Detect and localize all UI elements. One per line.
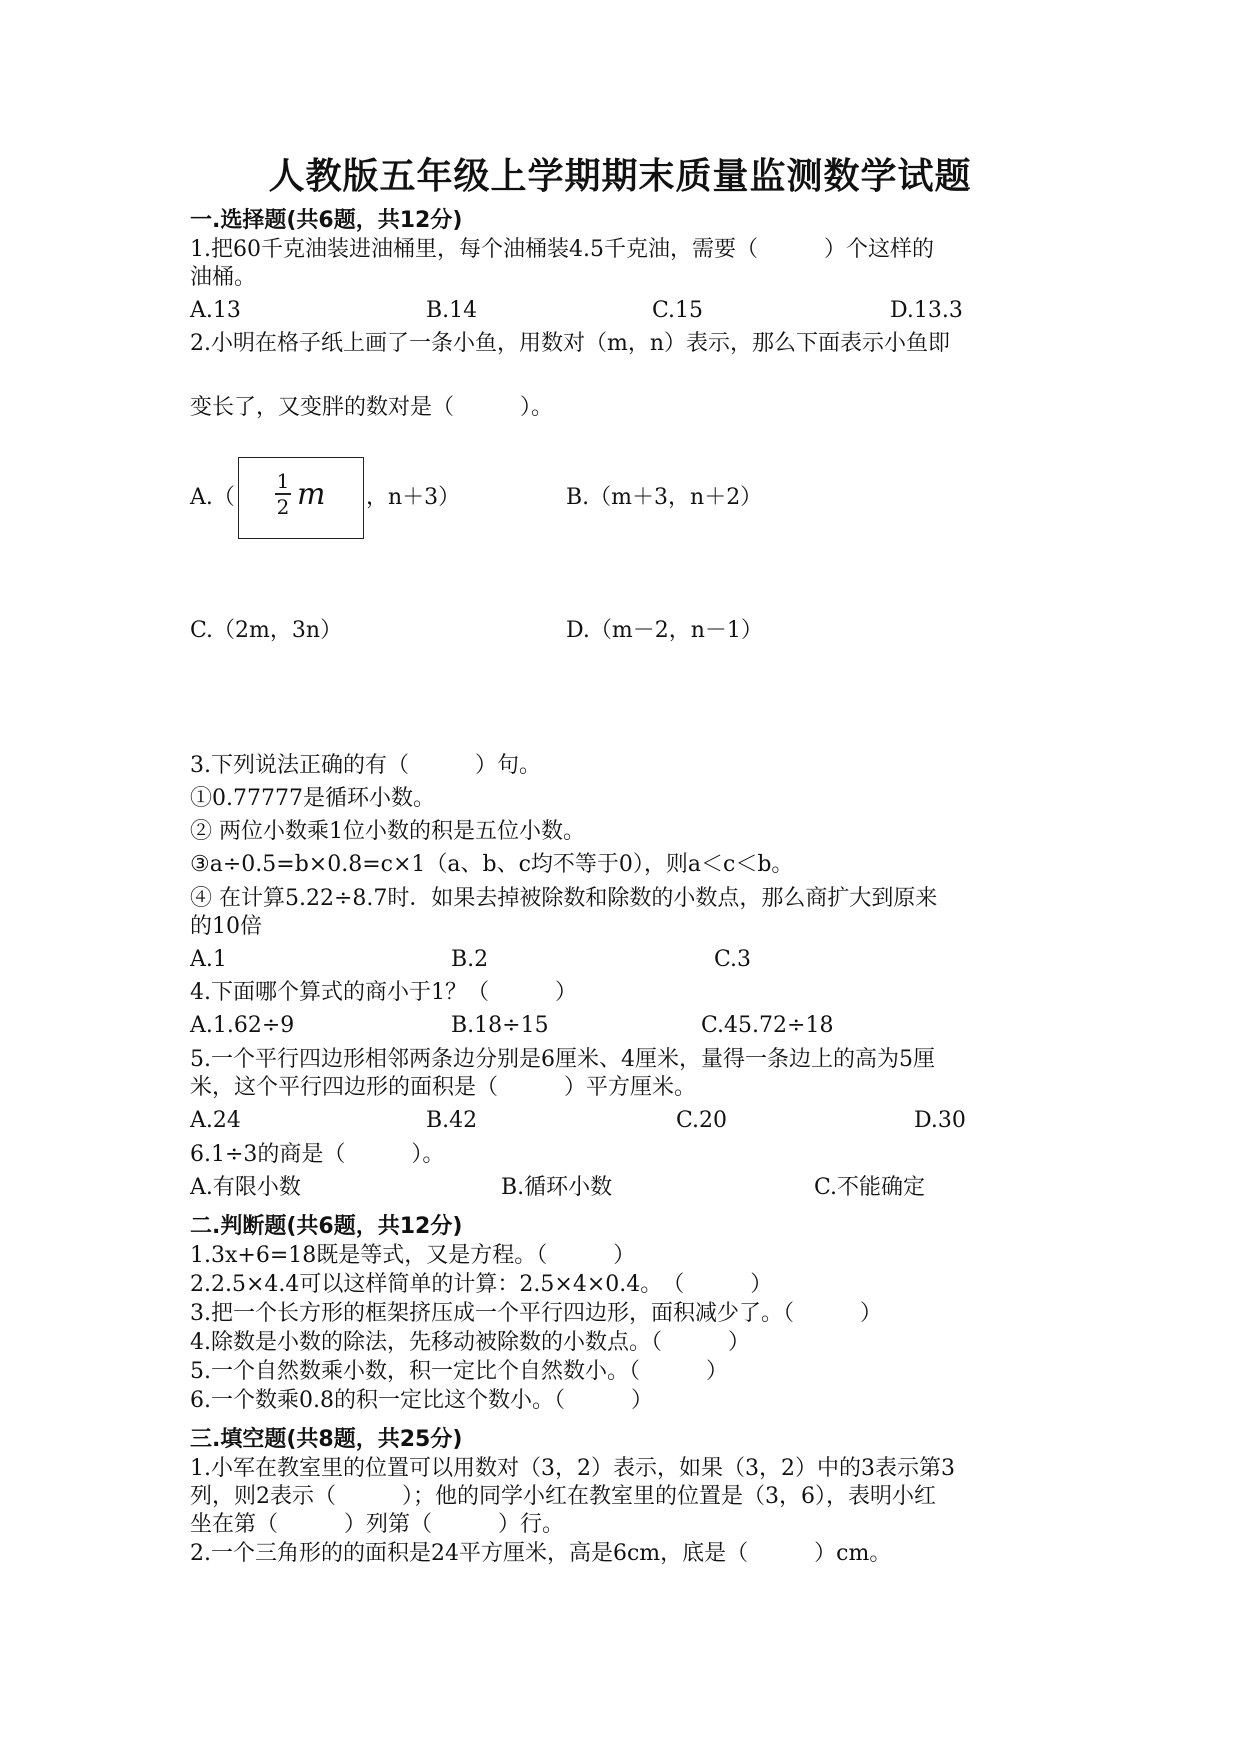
- option-c: C.（2m，3n）: [190, 618, 343, 643]
- question-text: 米，这个平行四边形的面积是（ ）平方厘米。: [190, 1075, 697, 1100]
- option-a: A.1: [190, 947, 227, 972]
- statement-2: ② 两位小数乘1位小数的积是五位小数。: [190, 819, 585, 844]
- option-a: A.13: [190, 298, 241, 323]
- question-text: 坐在第（ ）列第（ ）行。: [190, 1512, 565, 1537]
- option-a: A.1.62÷9: [190, 1013, 295, 1038]
- option-d: D.13.3: [890, 298, 963, 323]
- list-item: 5.一个自然数乘小数，积一定比个自然数小。（ ）: [190, 1359, 728, 1384]
- section-heading-choice: 一.选择题(共6题，共12分): [190, 208, 463, 233]
- option-c: C.3: [714, 947, 752, 972]
- fraction: [275, 471, 291, 517]
- question-text: 2.一个三角形的的面积是24平方厘米，高是6cm，底是（ ）cm。: [190, 1541, 892, 1566]
- question-text: 6.1÷3的商是（ ）。: [190, 1142, 445, 1167]
- question-text: 变长了，又变胖的数对是（ ）。: [190, 395, 554, 420]
- statement-1: ①0.77777是循环小数。: [190, 786, 435, 811]
- statement-3: ③a÷0.5=b×0.8=c×1（a、b、c均不等于0），则a＜c＜b。: [190, 852, 794, 877]
- list-item: 2.2.5×4.4可以这样简单的计算：2.5×4×0.4。 （ ）: [190, 1272, 773, 1297]
- option-a: A.有限小数: [190, 1175, 301, 1200]
- question-text: 1.小军在教室里的位置可以用数对（3，2）表示，如果（3，2）中的3表示第3: [190, 1456, 955, 1481]
- question-text: 1.把60千克油装进油桶里，每个油桶装4.5千克油，需要（ ）个这样的: [190, 237, 934, 262]
- fraction-image-box: [238, 457, 364, 539]
- list-item: 6.一个数乘0.8的积一定比这个数小。（ ）: [190, 1388, 653, 1413]
- option-c: C.15: [652, 298, 704, 323]
- statement-4-cont: 的10倍: [190, 914, 262, 939]
- variable-m: m: [297, 477, 326, 512]
- option-b: B.（m＋3，n＋2）: [566, 485, 763, 510]
- question-text: 4.下面哪个算式的商小于1？（ ）: [190, 980, 577, 1005]
- question-text: 2.小明在格子纸上画了一条小鱼，用数对（m，n）表示，那么下面表示小鱼即: [190, 331, 951, 356]
- option-b: B.循环小数: [501, 1175, 613, 1200]
- option-a: A.24: [190, 1108, 241, 1133]
- question-text: 5.一个平行四边形相邻两条边分别是6厘米、4厘米，量得一条边上的高为5厘: [190, 1047, 935, 1072]
- statement-4: ④ 在计算5.22÷8.7时．如果去掉被除数和除数的小数点，那么商扩大到原来: [190, 886, 938, 911]
- option-b: B.18÷15: [451, 1013, 549, 1038]
- list-item: 3.把一个长方形的框架挤压成一个平行四边形，面积减少了。（ ）: [190, 1301, 882, 1326]
- page-title: 人教版五年级上学期期末质量监测数学试题: [268, 156, 972, 197]
- fraction-numerator: 1: [276, 469, 290, 493]
- section-heading-fill: 三.填空题(共8题，共25分): [190, 1427, 463, 1452]
- fraction-denominator: 2: [276, 494, 290, 519]
- option-a: A.（: [190, 485, 235, 510]
- question-text: 油桶。: [190, 265, 257, 290]
- list-item: 1.3x+6=18既是等式，又是方程。（ ）: [190, 1243, 636, 1268]
- option-c: C.45.72÷18: [701, 1013, 834, 1038]
- option-d: D.30: [914, 1108, 966, 1133]
- option-d: D.（m－2，n－1）: [566, 618, 763, 643]
- question-text: 3.下列说法正确的有（ ）句。: [190, 753, 541, 778]
- option-a-suffix: ，n＋3）: [366, 485, 461, 510]
- option-b: B.2: [451, 947, 489, 972]
- option-c: C.20: [676, 1108, 728, 1133]
- section-heading-judgement: 二.判断题(共6题，共12分): [190, 1214, 463, 1239]
- option-c: C.不能确定: [814, 1175, 926, 1200]
- list-item: 4.除数是小数的除法，先移动被除数的小数点。（ ）: [190, 1330, 750, 1355]
- option-b: B.42: [426, 1108, 478, 1133]
- option-b: B.14: [426, 298, 478, 323]
- question-text: 列，则2表示（ ）；他的同学小红在教室里的位置是（3，6），表明小红: [190, 1484, 936, 1509]
